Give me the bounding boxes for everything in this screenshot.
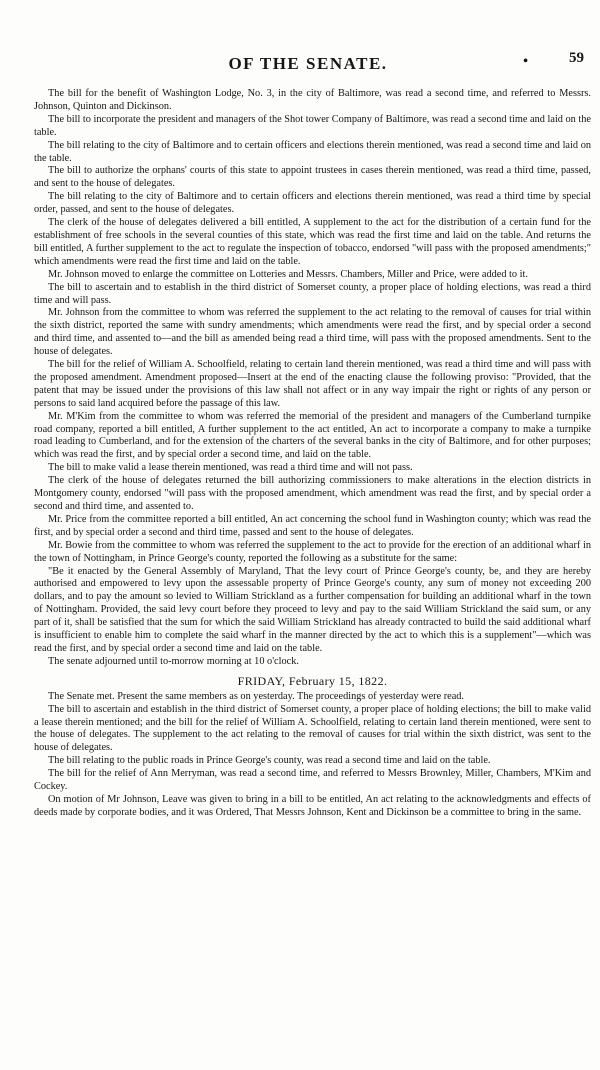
paragraph: The bill to authorize the orphans' courts of this state to appoint trustees in cases therein mentioned, was read a third time, passed, and sent to the house of delegates. [34, 165, 591, 190]
paragraph: The bill for the benefit of Washington Lodge, No. 3, in the city of Baltimore, was read a second time, and referred to Messrs. Johnson, Quinton and Dickinson. [34, 88, 591, 112]
paragraph: The bill to ascertain and to establish in the third district of Somerset county, a proper place of holding elections, was read a third time and will pass. [34, 281, 591, 306]
paragraph: Mr. Johnson moved to enlarge the committee on Lotteries and Messrs. Chambers, Miller and Price, were added to it. [48, 268, 528, 280]
paragraph: The bill relating to the city of Baltimore and to certain officers and elections therein mentioned, was read a second time and laid on the table. [34, 139, 591, 164]
running-title: OF THE SENATE. [228, 54, 388, 73]
paragraph: On motion of Mr Johnson, Leave was given to bring in a bill to be entitled, An act relating to the acknowledgments and effects of deeds made by corporate bodies, and it was Ordered, That Messrs Johnson, Kent and Dickinson be a committee to bring in the same. [34, 793, 591, 818]
page-header [30, 50, 586, 80]
paragraph: Mr. Johnson from the committee to whom was referred the supplement to the act relating to the removal of causes for trial within the sixth district, reported the same with sundry amendments; which amendments were read the first, and by special order a second and third time, and assented to—and the bill as amended being read a third time, will pass with the proposed amendments. Sent to the house of delegates. [34, 307, 591, 358]
paragraph: Mr. Bowie from the committee to whom was referred the supplement to the act to provide for the erection of an additional wharf in the town of Nottingham, in Prince George's county, reported the following as a substitute for the same: [34, 539, 591, 564]
paragraph: The bill relating to the public roads in Prince George's county, was read a second time and laid on the table. [48, 755, 491, 767]
enactment-paragraph: "Be it enacted by the General Assembly of Maryland, That the levy court of Prince George's county, be, and they are hereby authorised and empowered to levy upon the assessable property of Prince George's county, any sum of money not exceeding 200 dollars, and to pay the amount so levied to William Strickland as a further compensation for building an additional wharf in the town of Nottingham. Provided, the said levy court before they proceed to levy and pay to the said William Strickland the said sum, or any part of it, shall be satisfied that the sum for which the said William Strickland has already contracted to build the said additional wharf is insufficient to enable him to complete the said wharf in the manner directed by the act to which this is a supplement"—which was read the first, and by special order a second time and laid on the table. [34, 565, 591, 654]
page-number: 59 [569, 50, 584, 66]
paragraph: The clerk of the house of delegates returned the bill authorizing commissioners to make alterations in the election districts in Montgomery county, endorsed "will pass with the proposed amendment, which amendment was read the first, and by special order a second and third time, and assented to. [34, 475, 591, 512]
paragraph: The clerk of the house of delegates delivered a bill entitled, A supplement to the act for the distribution of a certain fund for the establishment of free schools in the several counties of this state, which was read the first time and laid on the table. And returns the bill entitled, A further supplement to the act to regulate the inspection of tobacco, endorsed "will pass with the proposed amendments;" which amendments were read the first time and laid on the table. [34, 217, 591, 267]
paragraph: The bill to make valid a lease therein mentioned, was read a third time and will not pass. [48, 462, 413, 474]
paragraph: The bill for the relief of William A. Schoolfield, relating to certain land therein mentioned, was read a third time and will pass with the proposed amendment. Amendment proposed—Insert at the end of the enacting clause the following proviso: "Provided, that the patent that may be issued under the provisions of this law shall not affect or in any way impair the right or rights of any person or persons to said land acquired before the passage of this law. [34, 359, 591, 409]
paragraph: Mr. Price from the committee reported a bill entitled, An act concerning the school fund in Washington county; which was read the first, and by special order a second and third time, passed and sent to the house of delegates. [34, 513, 591, 538]
header-dot: • [523, 54, 528, 69]
paragraph: The bill for the relief of Ann Merryman, was read a second time, and referred to Messrs Brownley, Miller, Chambers, M'Kim and Cockey. [34, 768, 591, 793]
paragraph: The bill to incorporate the president and managers of the Shot tower Company of Baltimore, was read a second time and laid on the table. [34, 113, 591, 138]
paragraph: The bill to ascertain and establish in the third district of Somerset county, a proper place of holding elections; the bill to make valid a lease therein mentioned; and the bill for the relief of William A. Schoolfield, relating to certain land therein mentioned, were sent to the house of delegates. The supplement to the act relating to the removal of causes for trial within the sixth district, was sent to the house of delegates. [34, 703, 591, 754]
paragraph: Mr. M'Kim from the committee to whom was referred the memorial of the president and managers of the Cumberland turnpike road company, reported a bill entitled, A further supplement to the act entitled, An act to incorporate a company to make a turnpike road leading to Cumberland, and for the extension of the charters of the several banks in the city of Baltimore, and for other purposes; which was read the first, and by special order a second time, and laid on the table. [34, 410, 591, 461]
page-body [34, 88, 591, 820]
paragraph: The Senate met. Present the same members as on yesterday. The proceedings of yesterday were read. [48, 690, 465, 702]
paragraph: The bill relating to the city of Baltimore and to certain officers and elections therein mentioned, was read a third time by special order, passed, and sent to the house of delegates. [34, 191, 591, 216]
adjournment-paragraph: The senate adjourned until to-morrow morning at 10 o'clock. [48, 655, 299, 667]
day-heading: FRIDAY, February 15, 1822. [237, 673, 388, 688]
